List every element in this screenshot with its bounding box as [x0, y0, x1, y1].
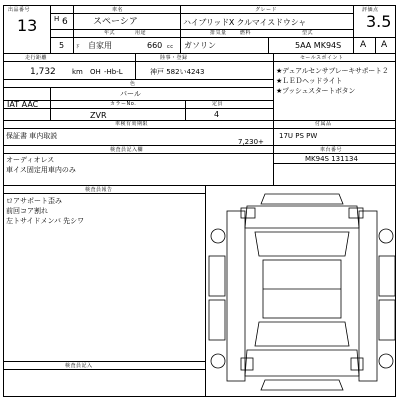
- car-side-right: [359, 211, 377, 381]
- chassis-header: 車台番号: [320, 147, 343, 153]
- doors-unit: ド: [75, 44, 81, 50]
- mileage-unit: km: [72, 68, 83, 76]
- car-headlight: [241, 208, 255, 218]
- car-taillight: [351, 358, 363, 370]
- condition-line: ロアサポート歪み: [6, 197, 62, 205]
- model-label: 型式: [302, 30, 314, 36]
- car-diagram: [207, 186, 397, 396]
- mileage-value: 1,732: [30, 67, 56, 77]
- chassis-number: MK94S 131134: [305, 155, 358, 163]
- year-era: H: [54, 15, 60, 23]
- plate-value: 神戸 582い4243: [150, 68, 205, 76]
- score-value: 3.5: [366, 12, 392, 31]
- car-side-left: [227, 211, 245, 381]
- color-number: ZVR: [90, 111, 107, 120]
- condition-line: 左トサイドメンバ 先シワ: [6, 217, 85, 225]
- mileage-label: 走行距離: [25, 55, 48, 61]
- notes-header: 検査員記入欄: [110, 147, 144, 153]
- car-taillight: [241, 358, 253, 370]
- grade-label: グレード: [255, 7, 278, 13]
- car-rear-bumper: [261, 380, 343, 390]
- car-door-left: [209, 256, 225, 296]
- car-name-label: 車名: [112, 7, 124, 13]
- colorno-label: カラーNo.: [110, 101, 137, 107]
- condition-header: 検査員報告: [85, 187, 113, 193]
- car-wheel: [379, 229, 393, 243]
- capacity-value: 4: [214, 110, 220, 119]
- inspection-label: 車検有効期限: [115, 121, 149, 127]
- year-label: 年式: [104, 30, 116, 36]
- color-label: 色: [130, 81, 136, 87]
- capacity-label: 定員: [212, 101, 224, 107]
- interior-grade: A: [360, 40, 367, 50]
- car-wheel: [211, 229, 225, 243]
- equipment: 17U PS PW: [279, 132, 318, 140]
- car-rear-window: [255, 322, 349, 346]
- car-front-panel: [261, 194, 343, 204]
- car-door-right: [379, 256, 395, 296]
- car-wheel: [211, 354, 225, 368]
- exterior-grade: A: [381, 40, 388, 50]
- usage-label: 用途: [135, 30, 147, 36]
- option-value: -Hb-L: [104, 68, 123, 76]
- footer-label: 検査員記入: [65, 363, 93, 369]
- displacement: 660: [147, 41, 163, 50]
- car-door-left: [209, 300, 225, 340]
- color-value: パール: [120, 90, 141, 98]
- accessory-label: 付属品: [315, 121, 332, 127]
- feature-item: ★デュアルセンサブレーキサポート２: [276, 67, 389, 75]
- grade: ハイブリッドX クルマイスドウシャ: [183, 18, 307, 27]
- note-line: オーディオレス: [6, 156, 55, 164]
- feature-item: ★ＬＥＤヘッドライト: [276, 77, 343, 85]
- features-header: セールスポイント: [300, 55, 344, 61]
- displacement-label: 排気量: [210, 30, 227, 36]
- lot-label: 出品番号: [8, 7, 31, 13]
- option-label: OH: [90, 68, 101, 76]
- car-name: スペーシア: [93, 17, 138, 27]
- condition-line: 前回コア割れ: [6, 207, 48, 215]
- feature-item: ★プッシュスタートボタン: [276, 87, 356, 95]
- score-label: 評価点: [362, 7, 379, 13]
- car-rear-panel: [245, 350, 359, 376]
- note-line: 車イス固定用車内のみ: [6, 166, 76, 174]
- car-headlight: [349, 208, 363, 218]
- transmission: IAT AAC: [7, 100, 39, 109]
- car-hood: [245, 206, 359, 228]
- fuel: ガソリン: [184, 41, 216, 50]
- car-windshield: [255, 232, 349, 256]
- doors: 5: [59, 41, 65, 50]
- inspection-value: 7,230+: [238, 138, 264, 146]
- plate-label: 陸事・登録: [160, 55, 188, 61]
- year-number: 6: [62, 17, 68, 27]
- car-door-right: [379, 300, 395, 340]
- lot-number: 13: [17, 16, 38, 35]
- car-wheel: [379, 354, 393, 368]
- accessory: 保証書 車内取説: [6, 132, 58, 140]
- model: 5AA MK94S: [295, 41, 342, 50]
- usage: 自家用: [88, 41, 112, 50]
- fuel-label: 燃料: [240, 30, 252, 36]
- displacement-unit: cc: [167, 44, 174, 50]
